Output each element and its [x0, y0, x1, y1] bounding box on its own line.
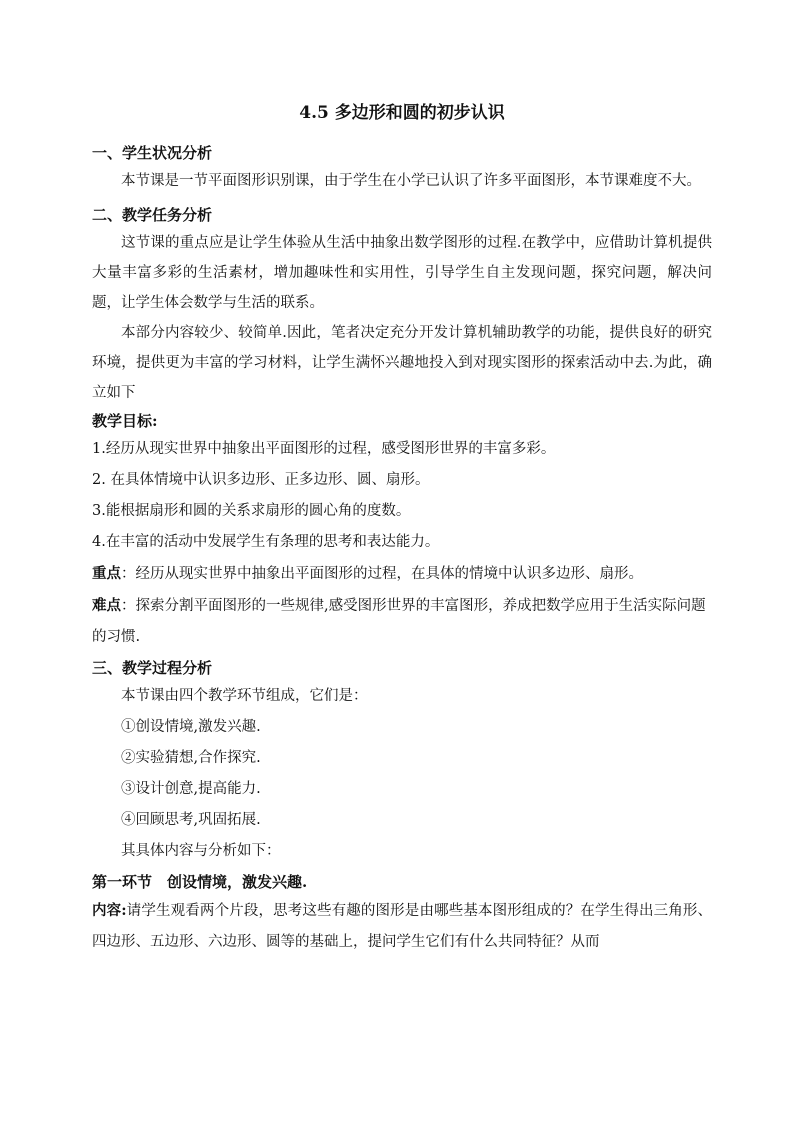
process-step: ①创设情境,激发兴趣.	[121, 719, 261, 735]
process-step: ③设计创意,提高能力.	[121, 781, 261, 797]
difficult-point-label: 难点	[92, 597, 121, 614]
key-point-label: 重点	[92, 565, 121, 582]
document-body	[92, 100, 712, 958]
goals-list	[92, 434, 712, 558]
process-after: 其具体内容与分析如下：	[121, 843, 281, 859]
step1-heading: 第一环节 创设情境，激发兴趣.	[92, 873, 308, 891]
goal-item: 3.能根据扇形和圆的关系求扇形的圆心角的度数。	[92, 503, 411, 519]
step1-content	[92, 895, 712, 958]
paragraph-task-analysis-1: 这节课的重点应是让学生体验从生活中抽象出数学图形的过程.在教学中，应借助计算机提供大量丰富多彩的生活素材，增加趣味性和实用性，引导学生自主发现问题，探究问题，解决问题，让学生体会数学与生活的联系。	[92, 235, 712, 311]
difficult-point-text: ：探索分割平面图形的一些规律,感受图形世界的丰富图形，养成把数学应用于生活实际问题的习惯.	[92, 598, 706, 645]
paragraph-task-analysis-2: 本部分内容较少、较简单.因此，笔者决定充分开发计算机辅助教学的功能，提供良好的研究环境，提供更为丰富的学习材料，让学生满怀兴趣地投入到对现实图形的探索活动中去.为此，确立如下	[92, 325, 712, 401]
process-step: ④回顾思考,巩固拓展.	[121, 812, 261, 828]
difficult-point	[92, 590, 712, 653]
content-text: 请学生观看两个片段，思考这些有趣的图形是由哪些基本图形组成的？在学生得出三角形、四边形、五边形、六边形、圆等的基础上，提问学生它们有什么共同特征？从而	[92, 903, 712, 950]
goals-heading: 教学目标:	[92, 412, 158, 430]
process-step: ②实验猜想,合作探究.	[121, 750, 261, 766]
page-title: 4.5 多边形和圆的初步认识	[299, 103, 505, 123]
key-point	[92, 558, 712, 590]
goal-item: 1.经历从现实世界中抽象出平面图形的过程，感受图形世界的丰富多彩。	[92, 441, 556, 457]
section-heading-process-analysis: 三、教学过程分析	[92, 659, 213, 677]
paragraph-student-analysis: 本节课是一节平面图形识别课，由于学生在小学已认识了许多平面图形，本节课难度不大。	[121, 173, 701, 189]
content-label: 内容:	[92, 902, 127, 919]
goal-item: 2. 在具体情境中认识多边形、正多边形、圆、扇形。	[92, 472, 430, 488]
process-intro: 本节课由四个教学环节组成，它们是：	[121, 688, 368, 704]
section-heading-task-analysis: 二、教学任务分析	[92, 206, 213, 224]
goal-item: 4.在丰富的活动中发展学生有条理的思考和表达能力。	[92, 534, 440, 550]
key-point-text: ：经历从现实世界中抽象出平面图形的过程，在具体的情境中认识多边形、扇形。	[121, 566, 643, 582]
section-heading-student-analysis: 一、学生状况分析	[92, 144, 213, 162]
